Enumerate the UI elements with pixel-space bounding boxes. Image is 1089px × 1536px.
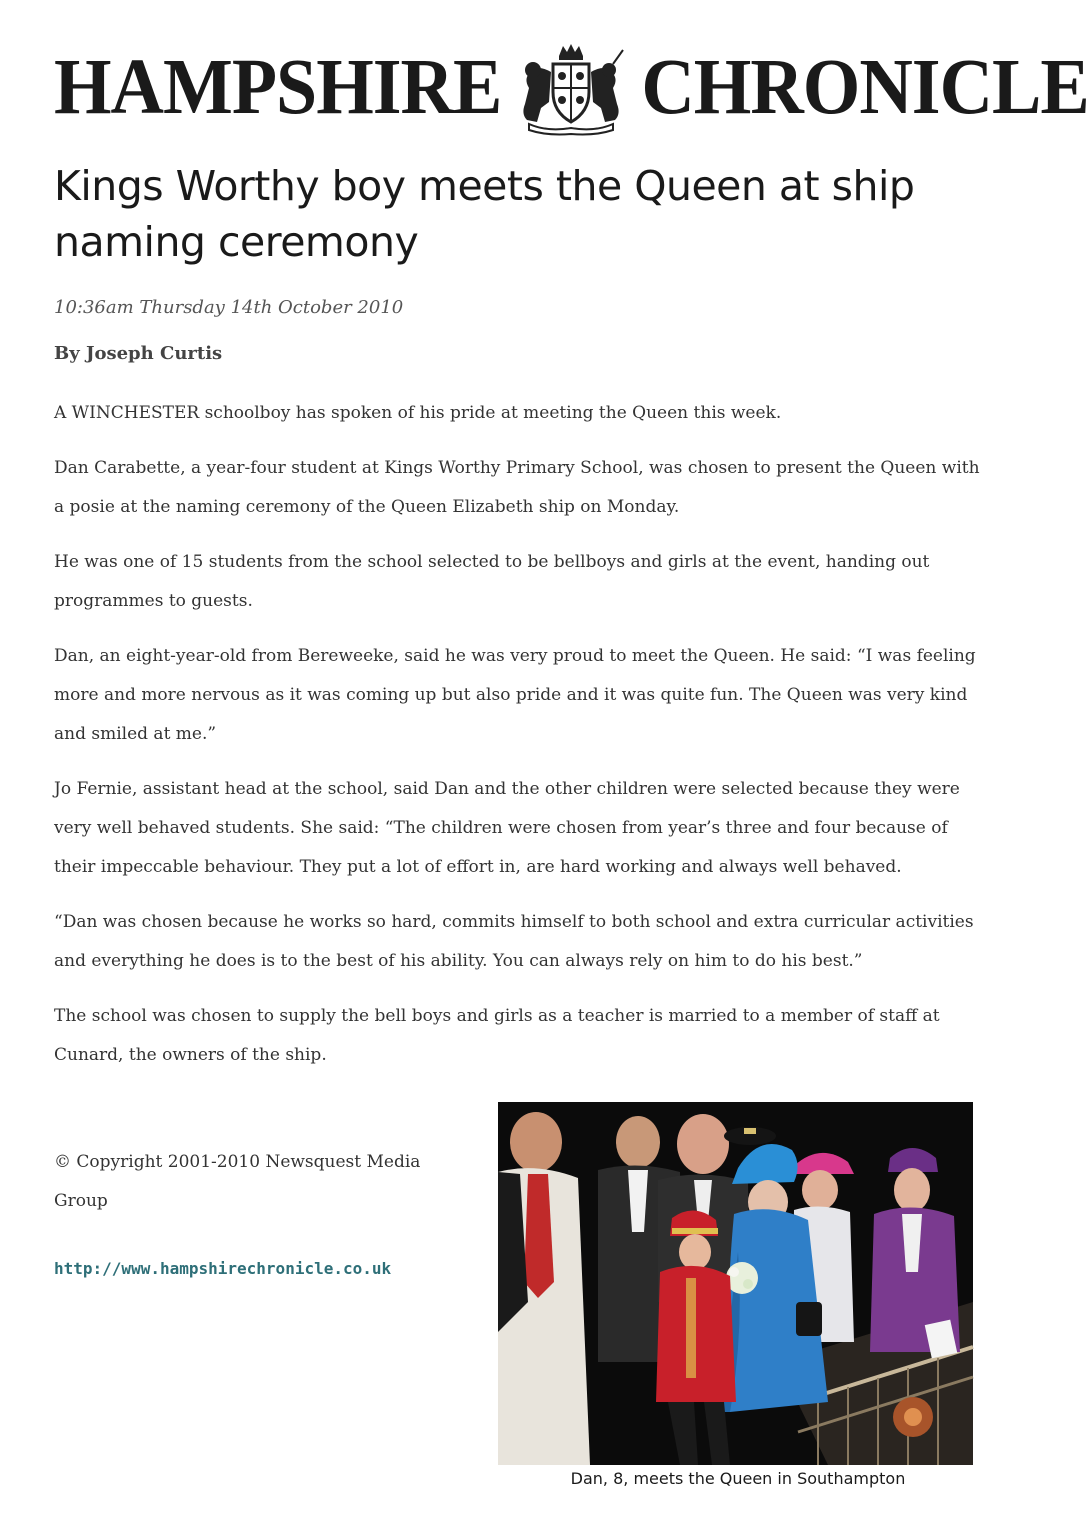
photo-illustration (498, 1102, 973, 1465)
article-paragraph: He was one of 15 students from the school selected to be bellboys and girls at the event, handing out programmes to guests. (54, 552, 930, 611)
article-paragraph: Jo Fernie, assistant head at the school, said Dan and the other children were selected because they were very well behaved students. She said: “The children were chosen from year’s three and four because of their impeccable behaviour. They put a lot of effort in, are hard working and always well behaved. (54, 779, 960, 877)
article-headline: Kings Worthy boy meets the Queen at ship naming ceremony (54, 162, 915, 266)
website-link[interactable]: http://www.hampshirechronicle.co.uk (54, 1259, 392, 1278)
royal-coat-of-arms-icon (507, 42, 635, 134)
article-paragraph: The school was chosen to supply the bell boys and girls as a teacher is married to a member of staff at Cunard, the owners of the ship. (54, 1006, 940, 1065)
copyright-notice: © Copyright 2001-2010 Newsquest Media Group (54, 1152, 421, 1211)
article-paragraph: A WINCHESTER schoolboy has spoken of his pride at meeting the Queen this week. (54, 403, 782, 423)
masthead-title-left: HAMPSHIRE (54, 42, 502, 132)
article-paragraph: Dan, an eight-year-old from Bereweeke, said he was very proud to meet the Queen. He said: “I was feeling more and more nervous as it was coming up but also pride and it was quite fun. The Queen was very kind and smiled at me.” (54, 646, 976, 744)
article-timestamp: 10:36am Thursday 14th October 2010 (54, 297, 404, 318)
article-paragraph: Dan Carabette, a year-four student at Kings Worthy Primary School, was chosen to present the Queen with a posie at the naming ceremony of the Queen Elizabeth ship on Monday. (54, 458, 980, 517)
masthead (54, 40, 1089, 135)
article-photo (498, 1102, 973, 1465)
article-paragraph: “Dan was chosen because he works so hard, commits himself to both school and extra curricular activities and everything he does is to the best of his ability. You can always rely on him to do his best.” (54, 912, 974, 971)
article-body (54, 394, 984, 1091)
photo-caption: Dan, 8, meets the Queen in Southampton (570, 1469, 906, 1488)
masthead-title-right: CHRONICLE (641, 42, 1089, 132)
article-byline: By Joseph Curtis (54, 343, 223, 364)
